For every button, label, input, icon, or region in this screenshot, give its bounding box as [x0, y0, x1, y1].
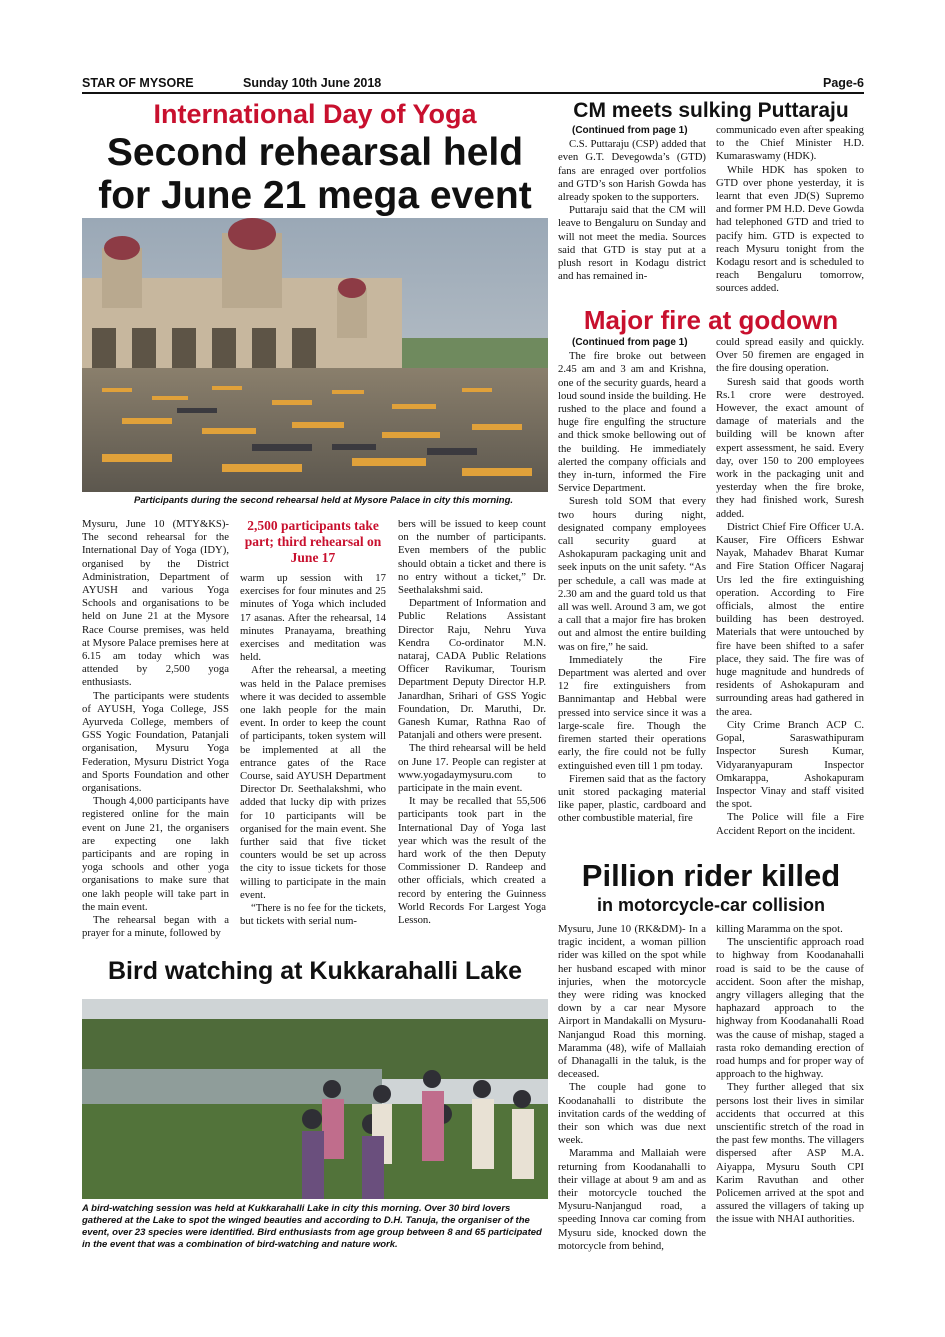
paragraph: Mysuru, June 10 (MTY&KS)- The second rehearsal for the International Day of Yoga (IDY), organised by the District Administration, Department of AYUSH and various Yoga Schools and organisations to be held on June 21 at the Mysore Race Course premises, was held at Mysore Palace premises here at 6.15 am today which was attended by 2,500 yoga enthusiasts. — [82, 518, 229, 689]
paragraph: The unscientific approach road to highway from Koodanahalli road is said to be the cause of accident. Soon after the mishap, angry villagers alleging that the haphazard approach to the highway from Koodanahalli Road was the cause of mishap, staged a rasta roko demanding erection of road humps and for proper way of approach to the highway. — [716, 936, 864, 1081]
pillion-column-1 — [558, 923, 706, 1253]
paragraph: Suresh told SOM that every two hours during night, designated company employees call security guard at Ashokapuram packaging unit and seek inputs on the unit safety. “As per schedule, a call was made at 2.30 am and the guard told us that all was well. Around 3 am, we got a call that a major fire has broken out and almost the entire building was on fire,” he said. — [558, 495, 706, 653]
pillion-column-2 — [716, 923, 864, 1227]
paper-name: STAR OF MYSORE — [82, 76, 194, 90]
paragraph: Though 4,000 participants have registered online for the main event on June 21, the organisers are expecting one lakh participants and are roping in yoga schools and other yoga organisations to make sure that one lakh people will take part in the main event. — [82, 795, 229, 913]
bird-headline: Bird watching at Kukkarahalli Lake — [107, 957, 522, 985]
paragraph: Immediately the Fire Department was alerted and over 12 fire extinguishers from Bannimantap and Hebbal were pressed into service since it was a large-scale fire. Though the firemen started their operations early, the fire could not be fully extinguished even till 1 pm today. — [558, 653, 706, 772]
page-number: Page-6 — [823, 76, 864, 90]
paragraph: The Police will file a Fire Accident Report on the incident. — [716, 811, 864, 837]
paragraph: “There is no fee for the tickets, but tickets with serial num- — [240, 902, 386, 928]
paragraph: killing Maramma on the spot. — [716, 923, 843, 935]
paragraph: Puttaraju said that the CM will leave to Bengaluru on Sunday and will not meet the media. Sources said that GTD is stay put at a plush resort in Kodagu district and has remained in- — [558, 204, 706, 283]
paragraph: Firemen said that as the factory unit stored packaging material like paper, plastic, cardboard and other combustible material, fire — [558, 772, 706, 825]
paragraph: The fire broke out between 2.45 am and 3 am and Krishna, one of the security guards, heard a loud sound inside the building. He rushed to the place and found a huge fire engulfing the structure and thick smoke bellowing out of the building. He immediately alerted the company officials and they in-turn, informed the Fire Service Department. — [558, 350, 706, 495]
yoga-column-1 — [82, 518, 229, 941]
paragraph: bers will be issued to keep count on the number of participants. Even members of the public should obtain a ticket and there is no entry without a ticket,” Dr. Seethalakshmi said. — [398, 518, 546, 597]
yoga-photo — [82, 218, 548, 492]
cm-column-1 — [558, 124, 706, 283]
paragraph: Suresh said that goods worth Rs.1 crore were destroyed. However, the exact amount of damage of materials and the building will be known after expert assessment, he said. Every day, over 150 to 200 employees work in the packaging unit and yesterday when the fire broke, they had finished work, Suresh added. — [716, 375, 864, 520]
paragraph: could spread easily and quickly. Over 50 firemen are engaged in the fire dousing operation. — [716, 336, 864, 375]
paragraph: Department of Information and Public Relations Assistant Director Raju, Nehru Yuva Kendra Co-ordinator M.N. nataraj, CADA Public Relations Officer Ravikumar, Tourism Department Deputy Director H.P. Janardhan, Srihari of GSS Yogic Foundation, Dr. Maruthi, Dr. Ganesh Kumar, Rathna Rao of Patanjali and others were present. — [398, 597, 546, 742]
fire-column-2 — [716, 336, 864, 838]
paragraph: The participants were students of AYUSH, Yoga College, JSS Ayurveda College, members of GSS Yogic Foundation, Patanjali organisation, Mysuru Yoga Federation, Mysuru District Yoga and Sports Foundation and other organisations. — [82, 689, 229, 795]
bird-photo-caption: A bird-watching session was held at Kukkarahalli Lake in city this morning. Over 30 bird lovers gathered at the Lake to spot the winged beauties and according to D.H. Tanuja, the organiser of the event, over 23 species were identified. Bird enthusiasts from age group between 8 and 65 participated in the event that was a combination of bird-watching and nature work. — [82, 1203, 542, 1250]
issue-date: Sunday 10th June 2018 — [243, 76, 382, 90]
paragraph: District Chief Fire Officer U.A. Kauser, Fire Officers Eshwar Nayak, Mahadev Bharat Kumar and Fire Station Officer Nagaraj Urs led the fire extinguishing operation. According to Fire officials, almost the entire building has been destroyed. Materials that were untouched by fire have been shifted to a safer place, they said. The fire was of huge magnitude and hundreds of residents of Ashokapuram and surrounding areas had gathered in the area. — [716, 520, 864, 718]
yoga-headline: Second rehearsal held for June 21 mega event — [98, 131, 532, 217]
paragraph: Mysuru, June 10 (RK&DM)- In a tragic incident, a woman pillion rider was killed on the spot while her husband escaped with minor injuries, when the motorcycle they were riding was knocked down by a car near Mysore Airport in Mandakalli on Mysuru-Nanjangud Road this morning. Maramma (48), wife of Mallaiah of Dhanagalli in the taluk, is the deceased. — [558, 923, 706, 1081]
paragraph: The couple had gone to Koodanahalli to distribute the invitation cards of the wedding of their son which was due next week. — [558, 1081, 706, 1147]
lake-birdwatch-image — [82, 999, 548, 1199]
fire-headline: Major fire at godown — [583, 305, 839, 335]
paragraph: It may be recalled that 55,506 participants took part in the International Day of Yoga last year which was the result of the hard work of the then Deputy Commissioner D. Randeep and other officials, which created a record by entering the Guinness World Records For Largest Yoga Lesson. — [398, 795, 546, 927]
bird-photo — [82, 999, 548, 1199]
palace-yoga-image — [82, 218, 548, 492]
paragraph: Maramma and Mallaiah were returning from Koodanahalli to their village at about 9 am and as their motorcycle touched the Mysuru-Nanjangud road, a speeding Innova car coming from Mysuru side, knocked down the motorcycle from behind, — [558, 1147, 706, 1252]
yoga-kicker: International Day of Yoga — [153, 99, 477, 129]
paragraph: While HDK has spoken to GTD over phone yesterday, it is learnt that even JD(S) Supremo and former PM H.D. Deve Gowda had telephoned GTD and tried to pacify him. GTD is expected to reach Mysuru tonight from the Kodagu resort and is scheduled to reach Bengaluru tomorrow, sources added. — [716, 163, 864, 295]
paragraph: warm up session with 17 exercises for four minutes and 25 minutes of Yoga which included 17 asanas. After the rehearsal, 14 minutes Pranayama, breathing exercises and meditation was held. — [240, 572, 386, 664]
yoga-column-3 — [398, 518, 546, 927]
fire-column-1 — [558, 336, 706, 826]
yoga-pull-quote: 2,500 participants take part; third rehearsal on June 17 — [244, 518, 382, 565]
paragraph: After the rehearsal, a meeting was held in the Palace premises where it was decided to assemble one lakh people for the main event. In order to keep the count of participants, token system will be implemented at all the entrance gates of the Race Course, said AYUSH Department Director Dr. Seethalakshmi, who added that lucky dip with prizes for 10 participants will be organised for the main event. She further said that five ticket counters would be set up across the city to issue tickets for those willing to participate in the main event. — [240, 664, 386, 901]
pillion-headline: Pillion rider killed — [581, 858, 841, 893]
yoga-column-2 — [240, 572, 386, 928]
paragraph: City Crime Branch ACP C. Gopal, Saraswathipuram Inspector Suresh Kumar, Vidyaranyapuram Inspector Omkarappa, Ashokapuram Inspector Vinay and staff visited the spot. — [716, 718, 864, 811]
paragraph: communicado even after speaking to the Chief Minister H.D. Kumaraswamy (HDK). — [716, 124, 864, 163]
yoga-photo-caption: Participants during the second rehearsal held at Mysore Palace in city this morning. — [134, 495, 514, 506]
paragraph: The rehearsal began with a prayer for a minute, followed by — [82, 914, 229, 940]
paragraph: C.S. Puttaraju (CSP) added that even G.T. Devegowda’s (GTD) fans are enraged over portfolios and GTD’s son Harish Gowda has already spoken to the supporters. — [558, 138, 706, 204]
pillion-subhead: in motorcycle-car collision — [596, 895, 826, 915]
paragraph: They further alleged that six persons lost their lives in similar accidents that occurred at this unscientific stretch of the road in the past few months. The villagers dispersed after ASP M.A. Aiyappa, Mysuru South CPI Karim Ravuthan and other Policemen arrived at the spot and assured the villagers of taking up the issue with NHAI authorities. — [716, 1081, 864, 1226]
cm-headline: CM meets sulking Puttaraju — [573, 99, 849, 122]
continued-label: (Continued from page 1) — [572, 125, 688, 136]
masthead-rule — [82, 92, 864, 94]
cm-column-2 — [716, 124, 864, 296]
continued-label: (Continued from page 1) — [572, 337, 688, 348]
paragraph: The third rehearsal will be held on June 17. People can register at www.yogadaymysuru.com to participate in the main event. — [398, 742, 546, 795]
